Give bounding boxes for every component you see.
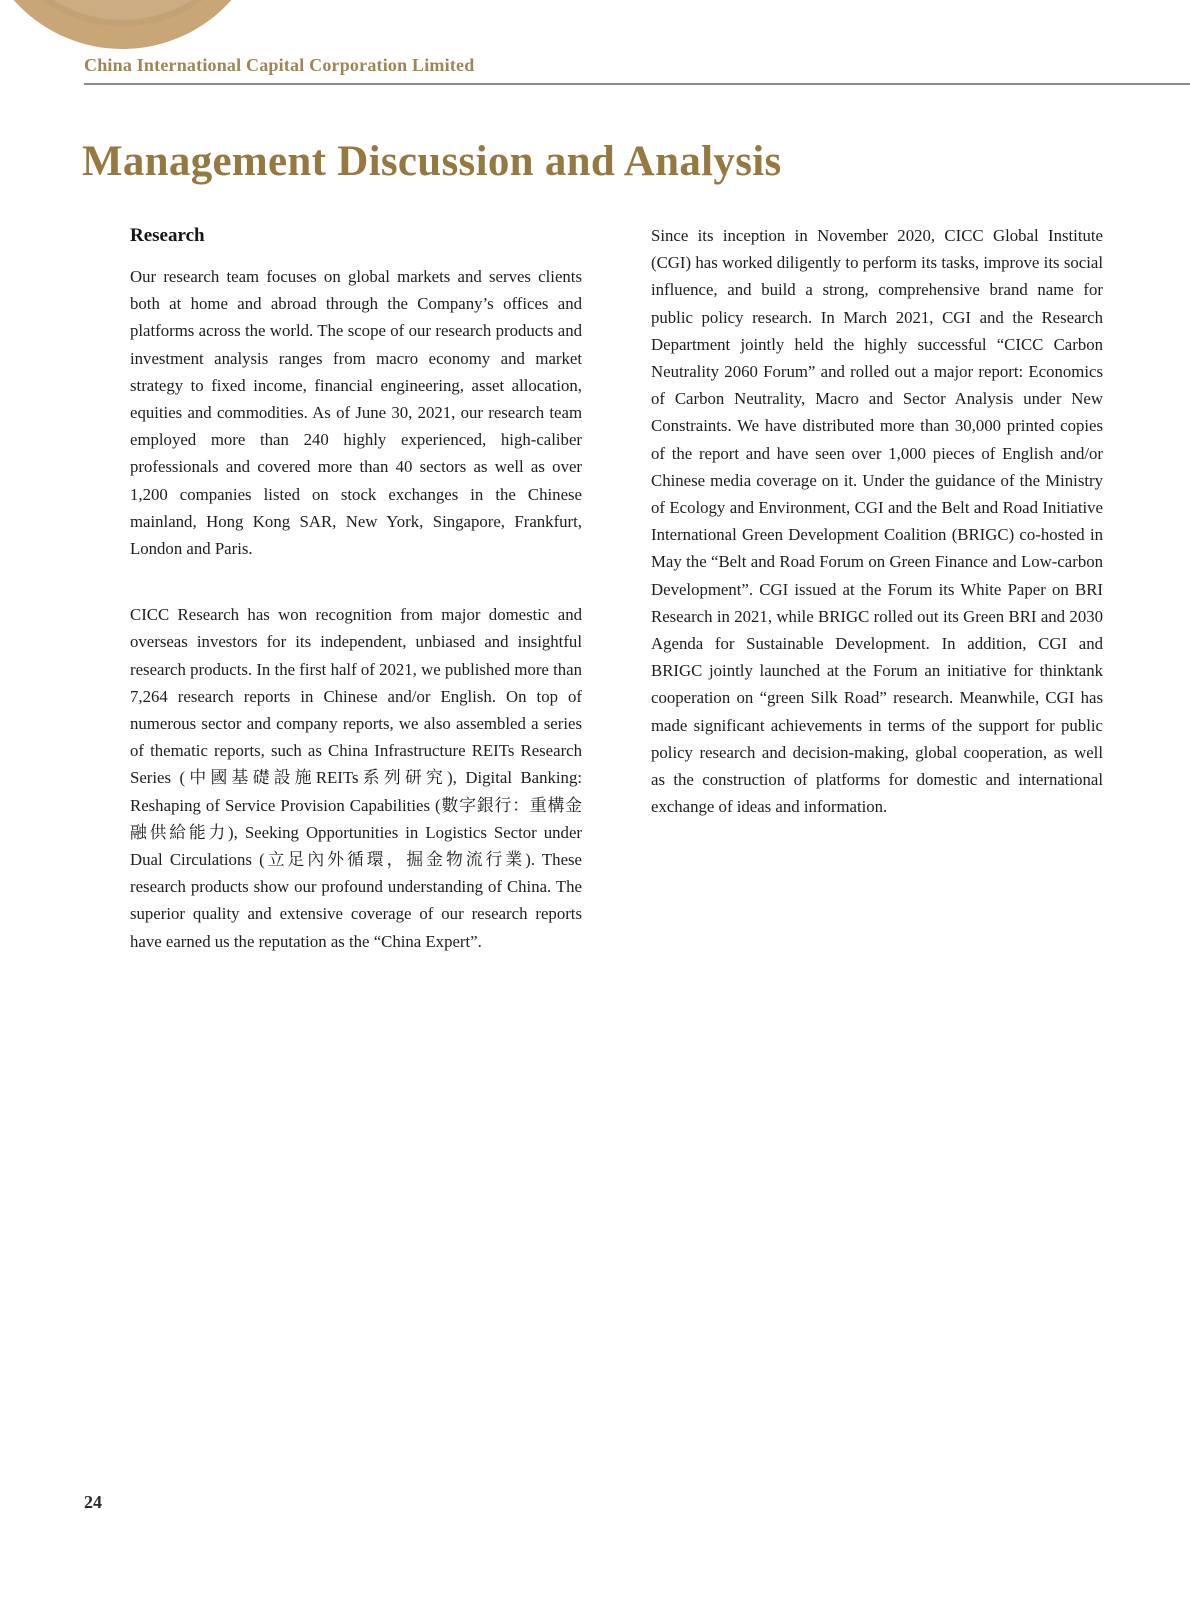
right-column bbox=[651, 222, 1103, 820]
paragraph-research-overview: Our research team focuses on global markets and serves clients both at home and abroad through the Company’s offices and platforms across the world. The scope of our research products and investment analysis ranges from macro economy and market strategy to fixed income, financial engineering, asset allocation, equities and commodities. As of June 30, 2021, our research team employed more than 240 highly experienced, high-caliber professionals and covered more than 40 sectors as well as over 1,200 companies listed on stock exchanges in the Chinese mainland, Hong Kong SAR, New York, Singapore, Frankfurt, London and Paris. bbox=[130, 267, 582, 559]
left-column bbox=[130, 222, 582, 955]
paragraph-cgi: Since its inception in November 2020, CICC Global Institute (CGI) has worked diligently to perform its tasks, improve its social influence, and build a strong, comprehensive brand name for public policy research. In March 2021, CGI and the Research Department jointly held the highly successful “CICC Carbon Neutrality 2060 Forum” and rolled out a major report: Economics of Carbon Neutrality, Macro and Sector Analysis under New Constraints. We have distributed more than 30,000 printed copies of the report and have seen over 1,000 pieces of English and/or Chinese media coverage on it. Under the guidance of the Ministry of Ecology and Environment, CGI and the Belt and Road Initiative International Green Development Coalition (BRIGC) co-hosted in May the “Belt and Road Forum on Green Finance and Low-carbon Development”. CGI issued at the Forum its White Paper on BRI Research in 2021, while BRIGC rolled out its Green BRI and 2030 Agenda for Sustainable Development. In addition, CGI and BRIGC jointly launched at the Forum an initiative for thinktank cooperation on “green Silk Road” research. Meanwhile, CGI has made significant achievements in terms of the support for public policy research and decision-making, global cooperation, as well as the construction of platforms for domestic and international exchange of ideas and information. bbox=[651, 226, 1103, 817]
company-name: China International Capital Corporation Limited bbox=[84, 55, 475, 75]
cicc-logo-icon bbox=[0, 0, 268, 49]
page-number: 24 bbox=[84, 1492, 102, 1512]
paragraph-research-recognition: CICC Research has won recognition from major domestic and overseas investors for its independent, unbiased and insightful research products. In the first half of 2021, we published more than 7,264 research reports in Chinese and/or English. On top of numerous sector and company reports, we also assembled a series of thematic reports, such as China Infrastructure REITs Research Series (中國基礎設施REITs系列研究), Digital Banking: Reshaping of Service Provision Capabilities (數字銀行：重構金融供給能力), Seeking Opportunities in Logistics Sector under Dual Circulations (立足內外循環，掘金物流行業). These research products show our profound understanding of China. The superior quality and extensive coverage of our research reports have earned us the reputation as the “China Expert”. bbox=[130, 605, 582, 951]
header-rule bbox=[84, 83, 1190, 85]
section-heading-research: Research bbox=[130, 225, 205, 246]
page-title: Management Discussion and Analysis bbox=[82, 137, 782, 185]
